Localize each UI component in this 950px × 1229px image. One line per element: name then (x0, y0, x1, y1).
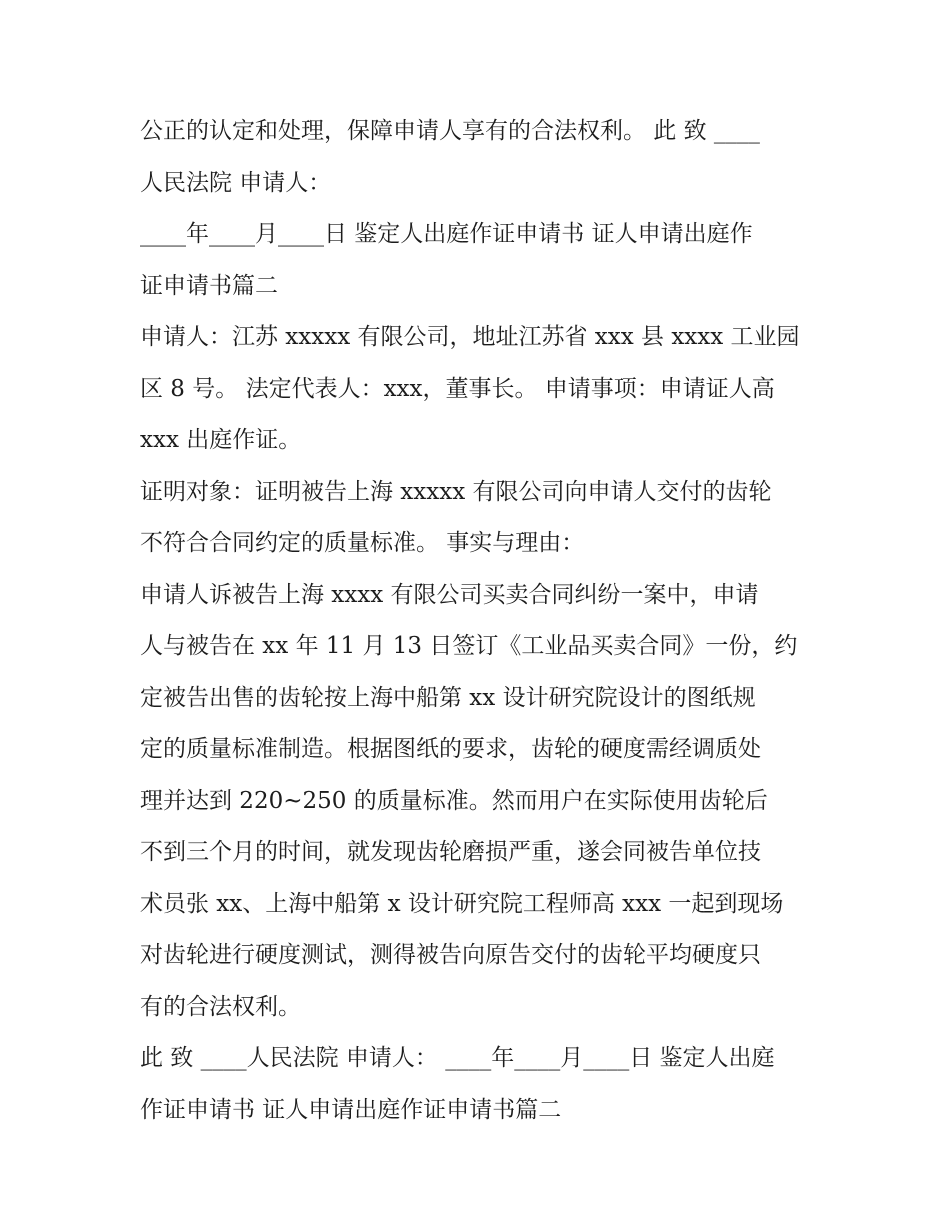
text-line-15: 不到三个月的时间，就发现齿轮磨损严重，遂会同被告单位技 (140, 839, 761, 865)
text-line-3: ____年____月____日 鉴定人出庭作证申请书 证人申请出庭作 (140, 221, 753, 247)
text-line-11: 人与被告在 xx 年 11 月 13 日签订《工业品买卖合同》一份，约 (140, 633, 798, 659)
text-line-2: 人民法院 申请人： (140, 169, 332, 196)
text-line-6: 区 8 号。 法定代表人：xxx，董事长。 申请事项：申请证人高 (140, 375, 775, 402)
text-line-19: 此 致 ____人民法院 申请人： ____年____月____日 鉴定人出庭 (140, 1045, 775, 1071)
text-line-10: 申请人诉被告上海 xxxx 有限公司买卖合同纠纷一案中，申请 (140, 581, 759, 608)
text-line-12: 定被告出售的齿轮按上海中船第 xx 设计研究院设计的图纸规 (140, 684, 756, 711)
text-line-20: 作证申请书 证人申请出庭作证申请书篇二 (140, 1096, 562, 1123)
document-body (140, 106, 820, 1136)
text-line-16: 术员张 xx、上海中船第 x 设计研究院工程师高 xxx 一起到现场 (140, 890, 784, 917)
text-line-8: 证明对象：证明被告上海 xxxxx 有限公司向申请人交付的齿轮 (140, 478, 772, 505)
text-line-9: 不符合合同约定的质量标准。 事实与理由： (140, 530, 585, 556)
text-line-18: 有的合法权利。 (140, 993, 301, 1020)
text-line-13: 定的质量标准制造。根据图纸的要求，齿轮的硬度需经调质处 (140, 736, 761, 762)
text-line-1: 公正的认定和处理，保障申请人享有的合法权利。 此 致 ____ (140, 118, 760, 144)
text-line-14: 理并达到 220~250 的质量标准。然而用户在实际使用齿轮后 (140, 787, 768, 814)
text-line-4: 证申请书篇二 (140, 272, 278, 299)
text-line-5: 申请人：江苏 xxxxx 有限公司，地址江苏省 xxx 县 xxxx 工业园 (140, 324, 800, 350)
text-line-7: xxx 出庭作证。 (140, 427, 302, 453)
text-line-17: 对齿轮进行硬度测试，测得被告向原告交付的齿轮平均硬度只 (140, 942, 761, 968)
